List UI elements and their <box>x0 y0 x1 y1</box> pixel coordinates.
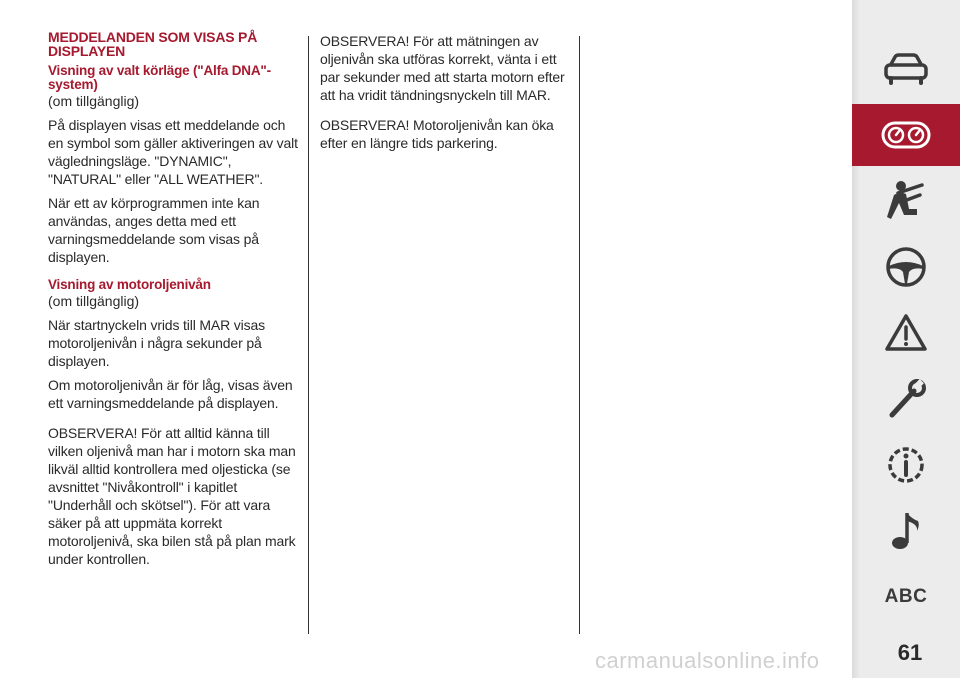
column-divider <box>579 36 580 634</box>
text-column-right <box>320 32 574 158</box>
chapter-tab-starting-driving[interactable] <box>852 236 960 298</box>
paragraph: På displayen visas ett meddelande och en symbol som gäller aktiveringen av valt vägledningsläge. "DYNAMIC", "NATURAL" eller "ALL WEATHER". <box>48 117 298 187</box>
section-heading: MEDDELANDEN SOM VISAS PÅ DISPLAYEN <box>48 29 258 59</box>
chapter-tab-emergency[interactable] <box>852 302 960 364</box>
paragraph: Om motoroljenivån är för låg, visas även ett varningsmeddelande på displayen. <box>48 377 293 411</box>
steering-wheel-icon <box>885 246 927 288</box>
page-number: 61 <box>897 640 923 665</box>
chapter-tab-multimedia[interactable] <box>852 500 960 562</box>
column-divider <box>308 36 309 634</box>
chapter-tab-instruments[interactable] <box>852 104 960 166</box>
note-paragraph: OBSERVERA! För att mätningen av oljenivån ska utföras korrekt, vänta i ett par sekunder med att starta motorn efter att ha vridit tändningsnyckeln till MAR. <box>320 33 565 103</box>
dashboard-gauges-icon <box>881 120 931 150</box>
watermark: carmanualsonline.info <box>595 648 820 673</box>
chapter-tab-index[interactable] <box>852 566 960 628</box>
warning-triangle-icon <box>884 313 928 353</box>
chapter-tab-car[interactable] <box>852 38 960 100</box>
note-paragraph: OBSERVERA! Motoroljenivån kan öka efter en längre tids parkering. <box>320 117 554 151</box>
availability-note: (om tillgänglig) <box>48 93 140 109</box>
subsection-title-drive-mode: Visning av valt körläge ("Alfa DNA"-system) <box>48 63 271 92</box>
paragraph: När startnyckeln vrids till MAR visas motoroljenivån i några sekunder på displayen. <box>48 317 265 369</box>
subsection-title-oil-level: Visning av motoroljenivån <box>48 277 211 292</box>
chapter-tab-maintenance[interactable] <box>852 368 960 430</box>
abc-label: ABC <box>884 586 928 607</box>
wrench-icon <box>884 377 928 421</box>
car-icon <box>882 52 930 86</box>
seat-belt-passenger-icon <box>884 179 928 223</box>
paragraph: När ett av körprogrammen inte kan användas, anges detta med ett varningsmeddelande som visas på displayen. <box>48 195 260 265</box>
chapter-tab-technical-data[interactable] <box>852 434 960 496</box>
availability-note: (om tillgänglig) <box>48 293 140 309</box>
note-paragraph: OBSERVERA! För att alltid känna till vilken oljenivå man har i motorn ska man likväl alltid kontrollera med oljesticka (se avsnittet "Nivåkontroll" i kapitlet "Underhåll och skötsel"). För att vara säker på att uppmäta korrekt motoroljenivå, ska bilen stå på plan mark under kontrollen. <box>48 425 296 567</box>
info-gear-icon <box>884 443 928 487</box>
music-note-icon <box>888 509 924 553</box>
text-column-left <box>48 30 300 574</box>
chapter-tab-safety[interactable] <box>852 170 960 232</box>
